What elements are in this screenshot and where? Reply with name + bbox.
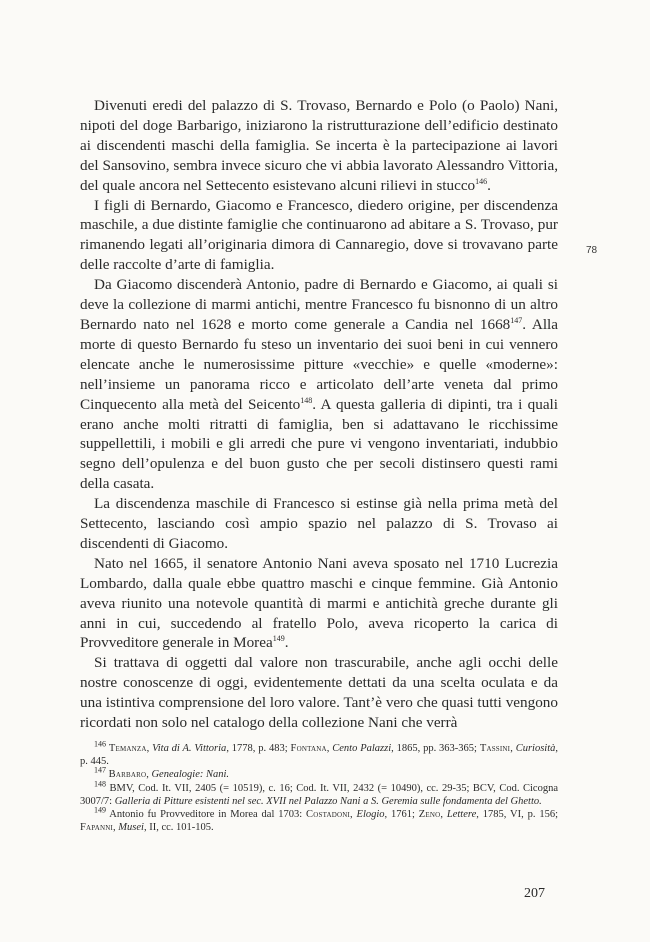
- footnote-segment: Zeno: [418, 809, 441, 821]
- paragraph-6: Si trattava di oggetti dal valore non trascurabile, anche agli occhi delle nostre conoscenze di oggi, evidentemente dettati da una scelta oculata e da una istintiva comprensione del loro valore. Tant’è vero che quasi tutti vengono ricordati non solo nel catalogo della collezione Nani che verrà: [80, 654, 558, 732]
- footnote-segment: Genealogie: Nani.: [151, 769, 230, 781]
- footnote-segment: Temanza: [108, 743, 147, 754]
- footnote-segment: , 1865, pp. 363-365;: [391, 743, 480, 754]
- footnote-segment: , 1761;: [384, 809, 419, 821]
- footnote-147: $^{147}$ Barbaro, Genealogie: Nani.: [94, 765, 230, 781]
- footnote-segment: Cento Palazzi: [332, 743, 392, 754]
- footnote-segment: Musei: [118, 822, 144, 834]
- footnote-segment: Antonio fu Provveditore in Morea dal 1703:: [109, 809, 307, 821]
- footnote-ref-149[interactable]: 149: [272, 634, 285, 644]
- footnote-segment: Tassini: [479, 743, 511, 754]
- footnote-segment: Costadoni: [306, 809, 351, 821]
- footnote-segment: Fapanni: [80, 822, 114, 834]
- footnote-segment: , 1778, p. 483;: [226, 743, 291, 754]
- footnote-segment: 146: [94, 739, 106, 749]
- page-number: 207: [524, 886, 545, 901]
- footnote-segment: 149: [94, 805, 106, 815]
- paragraph-2: I figli di Bernardo, Giacomo e Francesco, diedero origine, per discendenza maschile, a due distinte famiglie che continuarono ad abitare a S. Trovaso, pur rimanendo legati all’originaria dimora di Cannaregio, dove si trovavano parte delle raccolte d’arte di famiglia.: [80, 196, 558, 274]
- paragraph-3: Da Giacomo discenderà Antonio, padre di Bernardo e Giacomo, ai quali si deve la collezione di marmi antichi, mentre Francesco fu bisnonno di un altro Bernardo nato nel 1628 e morto come generale a Candia nel 1668$^{147}$. Alla morte di questo Bernardo fu steso un inventario dei suoi beni in cui vennero elencate anche le numerosissime pitture «vecchie» e quelle «moderne»: nell’insieme un panorama ricco e articolato dell’arte veneta dal primo Cinquecento alla metà del Seicento$^{148}$. A questa galleria di dipinti, tra i quali erano anche molti ritratti di famiglia, ben si adattavano le ricchissime suppellettili, i mobili e gli arredi che pure vi vengono inventariati, indubbio segno dell’opulenza e del buon gusto che per secoli distinsero questi rami della casata.: [80, 276, 558, 493]
- margin-number: 78: [586, 245, 598, 256]
- footnote-segment: Elogio: [356, 809, 385, 821]
- footnote-segment: Barbaro: [108, 769, 147, 781]
- footnote-segment: , p. 445.: [80, 743, 558, 768]
- footnote-ref-146[interactable]: 146: [475, 176, 488, 186]
- footnote-148: [80, 779, 558, 808]
- footnote-149: $^{149}$ Antonio fu Provveditore in Morea dal 1703: Costadoni, Elogio, 1761; Zeno, Lettere, 1785, VI, p. 156; Fapanni, Musei, II, cc. 101-105.: [80, 805, 558, 834]
- footnote-segment: Lettere: [446, 809, 477, 821]
- footnote-segment: BMV, Cod. It. VII, 2405 (= 10519), c. 16; Cod. It. VII, 2432 (= 10490), cc. 29-35; BCV, Cod. Cicogna 3007/7:: [80, 782, 558, 807]
- footnote-segment: Curiosità: [515, 743, 556, 754]
- footnote-segment: Vita di A. Vittoria: [152, 743, 227, 754]
- footnote-segment: Fontana: [290, 743, 327, 754]
- footnote-segment: , 1785, VI, p. 156;: [476, 809, 558, 821]
- footnote-146: $^{146}$ Temanza, Vita di A. Vittoria, 1778, p. 483; Fontana, Cento Palazzi, 1865, pp. 363-365; Tassini, Curiosità, p. 445.: [80, 739, 558, 768]
- footnote-ref-147[interactable]: 147: [510, 315, 523, 325]
- paragraph-4: La discendenza maschile di Francesco si estinse già nella prima metà del Settecento, lasciando così ampio spazio nel palazzo di S. Trovaso ai discendenti di Giacomo.: [80, 495, 558, 552]
- footnote-segment: , II, cc. 101-105.: [143, 822, 214, 834]
- footnote-ref-148[interactable]: 148: [300, 395, 313, 405]
- footnote-segment: 148: [94, 779, 106, 789]
- paragraph-5: Nato nel 1665, il senatore Antonio Nani aveva sposato nel 1710 Lucrezia Lombardo, dalla quale ebbe quattro maschi e cinque femmine. Già Antonio aveva riunito una notevole quantità di marmi e antichità greche durante gli anni in cui, succedendo al fratello Polo, aveva ricoperto la carica di Provveditore generale in Morea$^{149}$.: [80, 554, 558, 652]
- footnote-segment: Galleria di Pitture esistenti nel sec. XVII nel Palazzo Nani a S. Geremia sulle fondamenta del Ghetto.: [114, 795, 542, 807]
- footnote-segment: 147: [94, 765, 106, 775]
- body-text: [80, 96, 558, 733]
- paragraph-1: Divenuti eredi del palazzo di S. Trovaso, Bernardo e Polo (o Paolo) Nani, nipoti del doge Barbarigo, iniziarono la ristrutturazione dell’edificio destinato ai discendenti maschi della famiglia. Se incerta è la partecipazione ai lavori del Sansovino, sembra invece sicuro che vi abbia lavorato Alessandro Vittoria, del quale ancora nel Settecento esistevano alcuni rilievi in stucco$^{146}$.: [80, 97, 558, 194]
- footnotes: [80, 739, 558, 834]
